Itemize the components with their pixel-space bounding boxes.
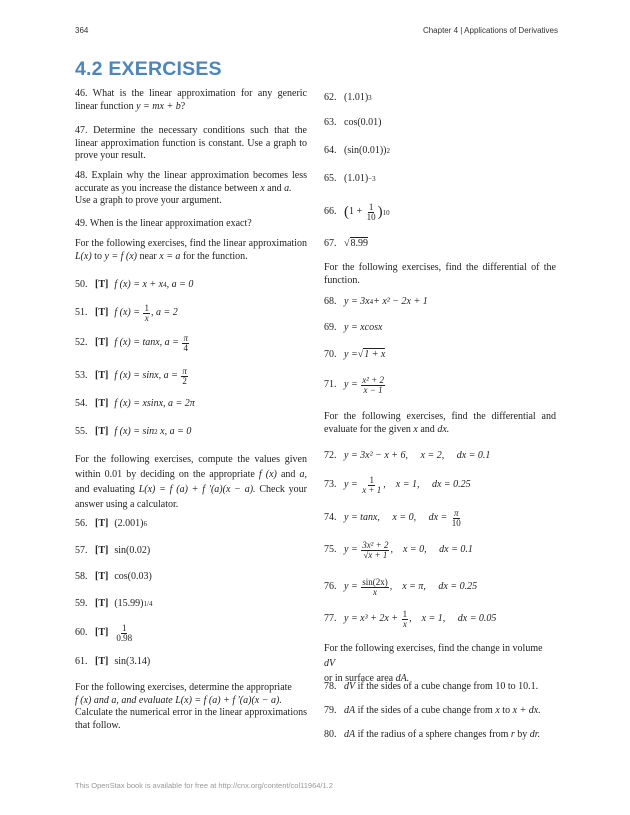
math-text: a. xyxy=(284,182,292,194)
exercise-56: 56. [T] (2.001) 6 xyxy=(75,518,148,529)
math-text: 76. xyxy=(324,581,344,593)
math-text: L(x) = f (a) + f ′(a)(x − a). xyxy=(138,484,256,495)
math-text: cos(0.03) xyxy=(114,571,152,582)
math-text: 61. xyxy=(75,656,95,667)
math-text: and xyxy=(280,469,296,480)
exercise-79 xyxy=(324,705,556,718)
math-text: For the following exercises, determine the appropriate xyxy=(75,682,292,693)
exercise-53 xyxy=(75,367,307,386)
math-text: f (x) xyxy=(258,469,277,480)
math-text: x xyxy=(260,182,265,194)
math-text: x² + 2 xyxy=(362,375,384,385)
math-text: f (x) = sinx, a = xyxy=(114,370,178,382)
math-text: , a = 2 xyxy=(150,307,178,319)
exercise-68: 68. y = 3x 4 + x² − 2x + 1 xyxy=(324,296,428,307)
exercise-61 xyxy=(75,656,307,669)
math-text: 72. xyxy=(324,450,344,461)
math-text: ) xyxy=(377,204,383,221)
math-text: [T] xyxy=(95,370,109,382)
math-text: y = tanx, x = 0, dx = xyxy=(344,512,448,524)
math-text: (15.99) xyxy=(114,598,144,609)
math-text: 1 + x xyxy=(364,349,386,360)
math-text: a, xyxy=(299,469,307,480)
math-text: 10 xyxy=(451,518,461,528)
math-text: dA xyxy=(344,729,356,740)
math-text: 55. xyxy=(75,426,95,437)
exercise-46 xyxy=(75,88,307,113)
math-text: , x = 1, dx = 0.05 xyxy=(409,613,497,625)
math-text: Check your answer using a calculator. xyxy=(75,484,308,510)
math-text: 3x² + 2 xyxy=(362,540,389,550)
math-text: r xyxy=(510,729,515,740)
math-text: or in surface area xyxy=(324,673,394,684)
math-text: 60. xyxy=(75,627,95,639)
math-text: , x = π, dx = 0.25 xyxy=(389,581,478,593)
exercise-69 xyxy=(324,322,556,335)
math-text: 1 xyxy=(121,623,127,633)
exercise-72 xyxy=(324,450,556,463)
math-text: 64. xyxy=(324,145,344,156)
math-text: to xyxy=(502,705,511,716)
math-text: , x = 1, dx = 0.25 xyxy=(383,479,471,491)
math-text: dV xyxy=(344,681,356,692)
math-text: [T] xyxy=(95,337,109,349)
math-text: sin(3.14) xyxy=(114,656,151,667)
math-text: π xyxy=(183,333,188,343)
math-text: near xyxy=(139,250,157,262)
math-text: 78. xyxy=(324,681,344,692)
math-text: if the sides of a cube change from 10 to 10.1. xyxy=(357,681,539,692)
math-text: to xyxy=(94,250,102,262)
math-text: y = mx + b xyxy=(136,100,181,112)
math-text: 2 xyxy=(182,376,187,386)
math-text: dA. xyxy=(395,673,410,684)
math-text: y = xyxy=(344,379,358,391)
page-number: 364 xyxy=(75,26,89,35)
math-text: y = xyxy=(344,348,358,360)
math-text: y = 3x xyxy=(344,296,370,307)
exercise-73 xyxy=(324,476,556,495)
math-text: [T] xyxy=(95,518,109,529)
math-text: 73. xyxy=(324,479,344,491)
math-text: cos(0.01) xyxy=(344,117,382,128)
exercise-51 xyxy=(75,304,307,323)
math-text: 0.98 xyxy=(116,633,133,643)
math-text: y = xyxy=(344,544,358,556)
math-text: 56. xyxy=(75,518,95,529)
math-text: y = xyxy=(344,479,358,491)
exercise-47: 47. Determine the necessary conditions such that the linear approximation function is constant. Use a graph to prove your result. xyxy=(75,125,307,162)
exercise-74 xyxy=(324,509,556,528)
exercise-71 xyxy=(324,376,556,395)
math-text: 1 xyxy=(402,609,408,619)
exercise-58 xyxy=(75,571,307,584)
math-text: 46. What is the linear approximation for any generic linear function xyxy=(75,88,307,112)
math-text: 79. xyxy=(324,705,344,716)
math-text: for the function. xyxy=(182,250,248,262)
math-text: y = f (x) xyxy=(104,250,138,262)
math-text: √ xyxy=(344,237,350,249)
math-text: 52. xyxy=(75,337,95,349)
exercise-78 xyxy=(324,681,556,694)
math-text: x xyxy=(413,423,418,435)
math-text: x − 1 xyxy=(363,385,383,395)
math-text: x + 1 xyxy=(362,485,382,495)
math-text: ? xyxy=(180,100,186,112)
math-text: (1.01) xyxy=(344,92,369,103)
math-text: if the sides of a cube change from xyxy=(357,705,493,716)
math-text: 59. xyxy=(75,598,95,609)
math-text: f (x) = x + x xyxy=(114,279,164,290)
math-text: dA xyxy=(344,705,356,716)
math-text: + x² − 2x + 1 xyxy=(373,296,428,307)
exercise-62: 62. (1.01) 3 xyxy=(324,92,372,103)
math-text: For the following exercises, find the linear approximation xyxy=(75,238,307,249)
exercise-57 xyxy=(75,545,307,558)
math-text: 4 xyxy=(183,343,188,353)
math-text: x = a xyxy=(159,250,181,262)
math-text: f (x) = tanx, a = xyxy=(114,337,179,349)
math-text: 65. xyxy=(324,173,344,184)
math-text: [T] xyxy=(95,426,109,437)
math-text: y = xcosx xyxy=(344,322,383,333)
math-text: 1 xyxy=(369,475,374,485)
math-text: , x = 0, dx = 0.1 xyxy=(390,544,473,556)
instructions-numerical-error xyxy=(75,682,307,732)
math-text: [T] xyxy=(95,279,109,290)
math-text: π xyxy=(182,366,187,376)
math-text: (2.001) xyxy=(114,518,144,529)
exercise-54 xyxy=(75,398,307,411)
math-text: 69. xyxy=(324,322,344,333)
instructions-change-volume xyxy=(324,641,556,686)
math-text: [T] xyxy=(95,307,109,319)
math-text: L(x) xyxy=(75,250,92,262)
instructions-compute-values xyxy=(75,452,307,512)
math-text: y = x³ + 2x + xyxy=(344,613,399,625)
exercise-55: 55. [T] f (x) = sin 2 x, a = 0 xyxy=(75,426,192,437)
math-text: 10 xyxy=(366,212,376,222)
math-text: ( xyxy=(344,204,349,221)
math-text: 1 + xyxy=(349,206,363,218)
math-text: Use a graph to prove your argument. xyxy=(75,195,222,207)
math-text: x + dx. xyxy=(512,705,541,716)
exercise-70 xyxy=(324,348,556,362)
math-text: and evaluating xyxy=(75,484,135,495)
math-text: 75. xyxy=(324,544,344,556)
math-text: x xyxy=(402,619,407,629)
math-text: [T] xyxy=(95,571,109,582)
math-text: dr. xyxy=(529,729,541,740)
math-text: [T] xyxy=(95,398,109,409)
exercise-67 xyxy=(324,237,556,251)
math-text: x, a = 0 xyxy=(160,426,192,437)
math-text: 8.99 xyxy=(350,238,368,249)
math-text: 63. xyxy=(324,117,344,128)
exercise-50: 50. [T] f (x) = x + x 4 , a = 0 xyxy=(75,279,194,290)
exercise-52 xyxy=(75,334,307,353)
math-text: x xyxy=(372,587,377,597)
math-text: (1.01) xyxy=(344,173,369,184)
math-text: f (x) = xsinx, a = 2π xyxy=(114,398,195,409)
exercise-60 xyxy=(75,624,307,643)
instructions-linear-approx xyxy=(75,238,307,263)
math-text: 1 xyxy=(144,303,149,313)
math-text: 57. xyxy=(75,545,95,556)
math-text: Calculate the numerical error in the linear approximations that follow. xyxy=(75,707,307,731)
exercise-48 xyxy=(75,170,307,208)
footer-credit: This OpenStax book is available for free at http://cnx.org/content/col11964/1.2 xyxy=(75,781,333,790)
math-text: and xyxy=(267,182,282,194)
math-text: 62. xyxy=(324,92,344,103)
math-text: by xyxy=(517,729,528,740)
math-text: [T] xyxy=(95,627,109,639)
math-text: 70. xyxy=(324,348,344,360)
math-text: √x + 1 xyxy=(363,550,388,560)
math-text: y = 3x² − x + 6, x = 2, dx = 0.1 xyxy=(344,450,491,461)
math-text: 51. xyxy=(75,307,95,319)
exercise-75 xyxy=(324,541,556,560)
exercise-80 xyxy=(324,729,556,742)
math-text: f (x) and a, and evaluate L(x) = f (a) + f ′(a)(x − a). xyxy=(75,694,282,706)
exercise-65: 65. (1.01) −3 xyxy=(324,173,376,184)
instructions-differential: For the following exercises, find the differential of the function. xyxy=(324,262,556,286)
math-text: 1 xyxy=(368,202,374,212)
math-text: 50. xyxy=(75,279,95,290)
exercise-49: 49. When is the linear approximation exact? xyxy=(75,218,252,229)
exercise-63 xyxy=(324,117,556,130)
exercise-66: 66. ( 1 + $\frac{1}{10}$ ) 10 xyxy=(324,202,390,222)
math-text: 74. xyxy=(324,512,344,524)
math-text: 68. xyxy=(324,296,344,307)
exercise-77 xyxy=(324,610,556,629)
math-text: For the following exercises, compute the values given within 0.01 by deciding on the appropriate xyxy=(75,454,307,480)
section-title: 4.2 EXERCISES xyxy=(75,58,222,80)
math-text: x xyxy=(495,705,500,716)
math-text: sin(2x) xyxy=(362,577,388,587)
math-text: if the radius of a sphere changes from xyxy=(357,729,509,740)
exercise-76 xyxy=(324,578,556,597)
exercise-59: 59. [T] (15.99) 1/4 xyxy=(75,598,153,609)
math-text: For the following exercises, find the change in volume xyxy=(324,643,543,654)
math-text: 58. xyxy=(75,571,95,582)
math-text: f (x) = xyxy=(114,307,140,319)
math-text: 71. xyxy=(324,379,344,391)
math-text: sin(0.02) xyxy=(114,545,151,556)
math-text: y = xyxy=(344,581,358,593)
instructions-differential-evaluate xyxy=(324,411,556,436)
math-text: , a = 0 xyxy=(166,279,194,290)
math-text: and xyxy=(420,423,435,435)
math-text: [T] xyxy=(95,656,109,667)
math-text: 54. xyxy=(75,398,95,409)
math-text: 67. xyxy=(324,237,344,249)
math-text: f (x) = sin xyxy=(114,426,155,437)
exercise-64: 64. (sin(0.01)) 2 xyxy=(324,145,390,156)
math-text: For the following exercises, find the differential and evaluate for the given xyxy=(324,411,556,435)
math-text: [T] xyxy=(95,598,109,609)
math-text: 53. xyxy=(75,370,95,382)
math-text: 48. Explain why the linear approximation becomes less accurate as you increase the distance between xyxy=(75,170,307,194)
math-text: 66. xyxy=(324,206,344,218)
math-text: dV xyxy=(324,658,336,669)
math-text: [T] xyxy=(95,545,109,556)
math-text: 80. xyxy=(324,729,344,740)
chapter-title: Chapter 4 | Applications of Derivatives xyxy=(422,26,558,35)
math-text: (sin(0.01)) xyxy=(344,145,387,156)
math-text: 77. xyxy=(324,613,344,625)
math-text: √ xyxy=(357,348,364,360)
math-text: x xyxy=(144,313,149,323)
math-text: dx. xyxy=(437,423,450,435)
math-text: π xyxy=(454,508,459,518)
